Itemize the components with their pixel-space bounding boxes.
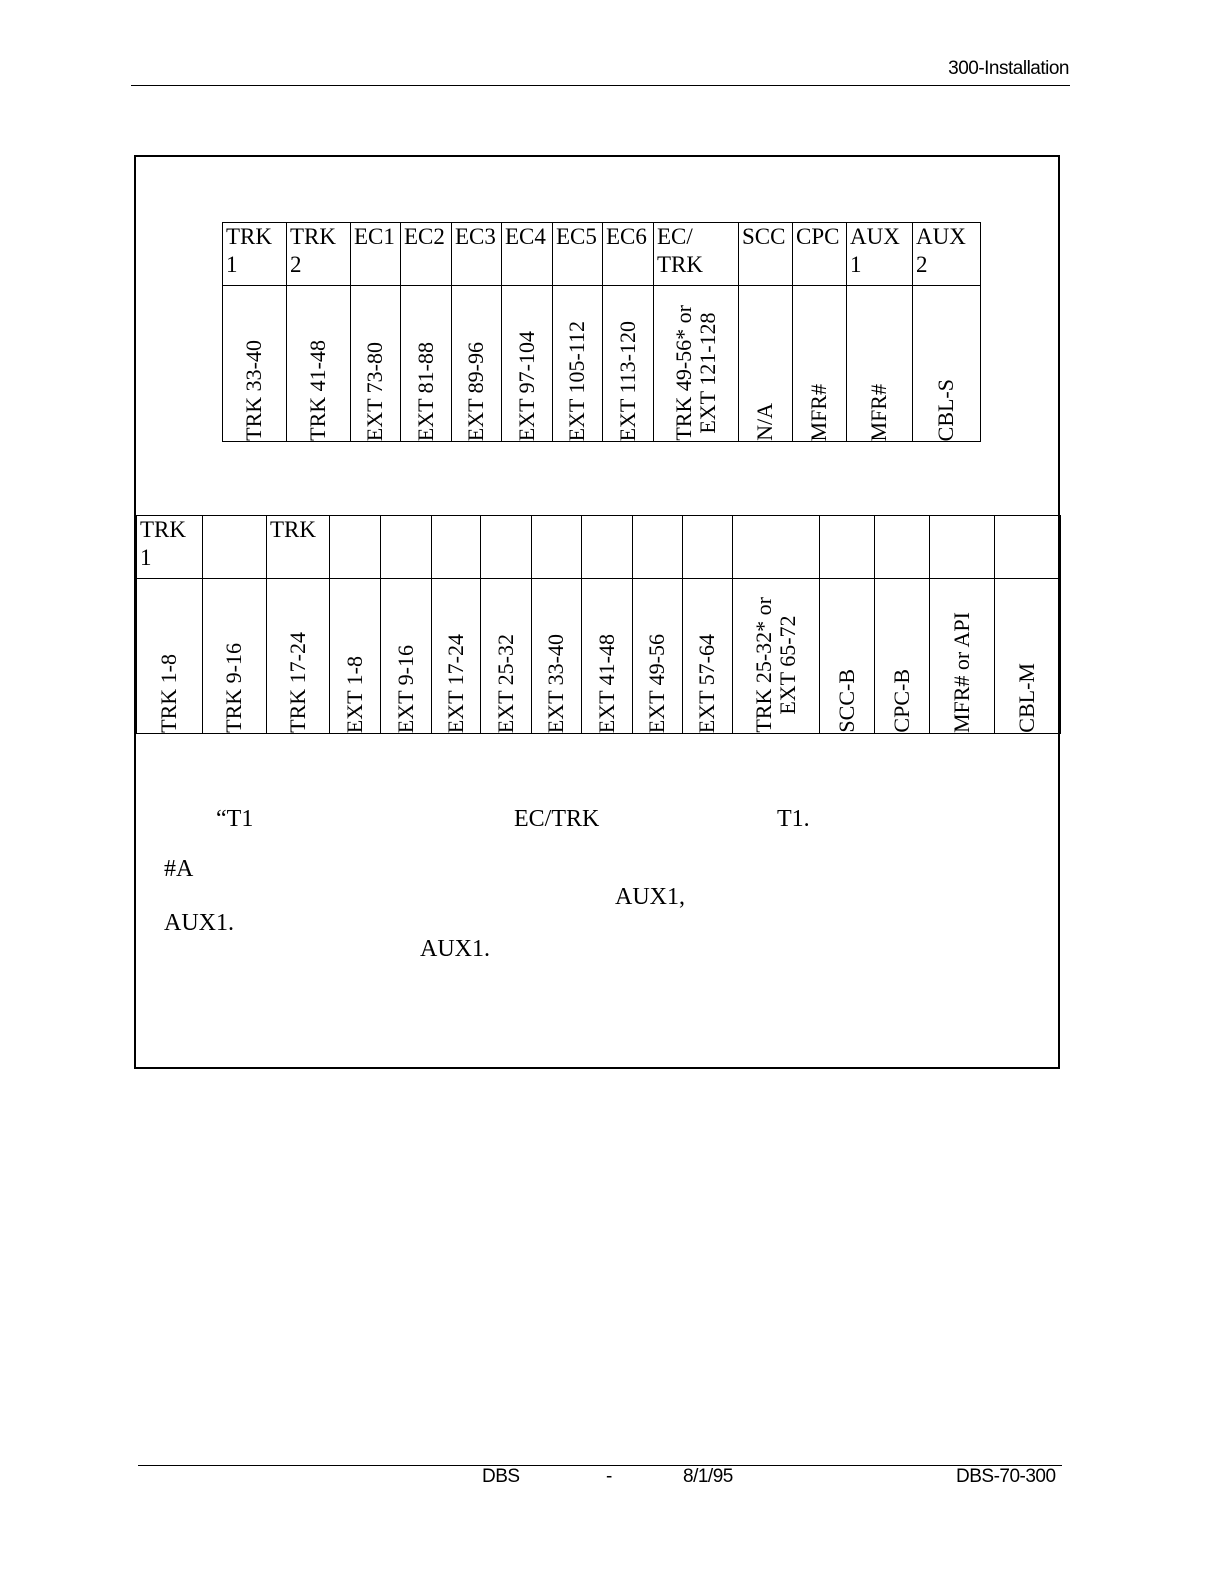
slot-content-text: SCC-B (833, 669, 859, 733)
slot-content-text: TRK 25-32* or EXT 65-72 (750, 597, 800, 733)
slot-label (401, 223, 452, 286)
slot-label-text: EC/ TRK (657, 224, 703, 277)
slot-content-text: TRK 49-56* or EXT 121-128 (670, 305, 720, 441)
note-ec-trk: EC/TRK (514, 806, 600, 832)
footer-date: 8/1/95 (683, 1466, 733, 1487)
slot-label-text: EC6 (606, 224, 647, 249)
bottom-label-row (137, 516, 1061, 579)
slot-content (401, 286, 452, 442)
top-content-row (223, 286, 981, 442)
slot-content (733, 579, 820, 734)
footer-doc-number: DBS-70-300 (956, 1466, 1056, 1487)
slot-content-text: TRK 41-48 (305, 340, 331, 441)
page-header-title: 300-Installation (948, 58, 1069, 79)
slot-content-text: MFR# (866, 383, 892, 441)
slot-label-text: EC1 (354, 224, 395, 249)
slot-content-text: EXT 25-32 (492, 633, 518, 733)
slot-label-text: TRK 1 (226, 224, 272, 277)
slot-content-text: EXT 9-16 (392, 644, 418, 733)
slot-label-text: TRK 2 (290, 224, 336, 277)
slot-label (733, 516, 820, 579)
slot-content-text: EXT 105-112 (564, 320, 590, 441)
slot-label (793, 223, 847, 286)
bottom-slot-table (136, 515, 1061, 734)
slot-content-text: EXT 89-96 (463, 341, 489, 441)
slot-content (137, 579, 203, 734)
slot-content (330, 579, 381, 734)
slot-label (381, 516, 432, 579)
slot-content-text: EXT 73-80 (362, 341, 388, 441)
slot-content (739, 286, 793, 442)
slot-content (432, 579, 481, 734)
note-aux1-b: AUX1. (164, 910, 234, 936)
slot-label (683, 516, 733, 579)
note-footnote-a: #A (164, 856, 194, 882)
slot-content-text: CPC-B (888, 669, 914, 733)
slot-content (287, 286, 351, 442)
slot-label (654, 223, 739, 286)
slot-content-text: EXT 49-56 (644, 633, 670, 733)
slot-content (553, 286, 603, 442)
slot-content (502, 286, 553, 442)
slot-content (267, 579, 330, 734)
slot-content-text: EXT 33-40 (543, 633, 569, 733)
slot-label-text: SCC (742, 224, 786, 249)
slot-content (633, 579, 683, 734)
slot-label-text: CPC (796, 224, 840, 249)
slot-label (820, 516, 875, 579)
slot-content-text: EXT 81-88 (412, 341, 438, 441)
slot-label (739, 223, 793, 286)
slot-label (330, 516, 381, 579)
footer-product: DBS (482, 1466, 520, 1487)
slot-content-text: EXT 17-24 (442, 633, 468, 733)
slot-label (913, 223, 981, 286)
slot-content (875, 579, 930, 734)
slot-label (847, 223, 913, 286)
slot-label (137, 516, 203, 579)
slot-label (930, 516, 995, 579)
slot-label (875, 516, 930, 579)
slot-content (913, 286, 981, 442)
slot-label-text: EC3 (455, 224, 496, 249)
note-t1-end: T1. (777, 806, 810, 832)
slot-content-text: EXT 113-120 (614, 320, 640, 441)
slot-content (847, 286, 913, 442)
slot-content-text: EXT 57-64 (694, 633, 720, 733)
slot-content (995, 579, 1061, 734)
slot-label (223, 223, 287, 286)
slot-label (582, 516, 633, 579)
slot-label (995, 516, 1061, 579)
slot-label (452, 223, 502, 286)
slot-content (532, 579, 582, 734)
slot-label (532, 516, 582, 579)
slot-content-text: CBL-M (1014, 663, 1040, 733)
slot-content (203, 579, 267, 734)
slot-content-text: EXT 1-8 (341, 655, 367, 733)
slot-label (432, 516, 481, 579)
slot-content (452, 286, 502, 442)
slot-content-text: EXT 97-104 (513, 330, 539, 441)
slot-label-text: EC5 (556, 224, 597, 249)
slot-content (654, 286, 739, 442)
slot-content (603, 286, 654, 442)
slot-content-text: TRK 9-16 (221, 643, 247, 733)
slot-label (287, 223, 351, 286)
slot-content (351, 286, 401, 442)
slot-label (481, 516, 532, 579)
slot-content-text: N/A (752, 403, 778, 441)
slot-label-text: EC2 (404, 224, 445, 249)
slot-label-text: AUX 2 (916, 224, 966, 277)
slot-content-text: TRK 33-40 (241, 340, 267, 441)
footer-dash: - (606, 1466, 612, 1487)
slot-content-text: EXT 41-48 (593, 633, 619, 733)
header-rule (131, 85, 1070, 86)
note-aux1-a: AUX1, (615, 884, 685, 910)
slot-label (603, 223, 654, 286)
slot-label (553, 223, 603, 286)
slot-label (633, 516, 683, 579)
slot-label (351, 223, 401, 286)
slot-label-text: TRK (270, 517, 316, 542)
slot-content-text: CBL-S (933, 378, 959, 441)
slot-label-text: AUX 1 (850, 224, 900, 277)
slot-label (267, 516, 330, 579)
note-aux1-c: AUX1. (420, 936, 490, 962)
slot-content (381, 579, 432, 734)
slot-label-text: TRK 1 (140, 517, 186, 570)
slot-content (793, 286, 847, 442)
slot-content (683, 579, 733, 734)
slot-content-text: TRK 1-8 (156, 654, 182, 733)
bottom-content-row (137, 579, 1061, 734)
slot-content-text: TRK 17-24 (284, 632, 310, 733)
slot-content (820, 579, 875, 734)
footer-rule (138, 1465, 1062, 1466)
top-label-row (223, 223, 981, 286)
slot-content (930, 579, 995, 734)
slot-label-text: EC4 (505, 224, 546, 249)
slot-content (481, 579, 532, 734)
slot-content-text: MFR# (806, 383, 832, 441)
top-slot-table (222, 222, 981, 442)
slot-content (582, 579, 633, 734)
slot-content-text: MFR# or API (948, 611, 974, 733)
slot-label (203, 516, 267, 579)
slot-content (223, 286, 287, 442)
slot-label (502, 223, 553, 286)
note-t1: “T1 (216, 806, 254, 832)
